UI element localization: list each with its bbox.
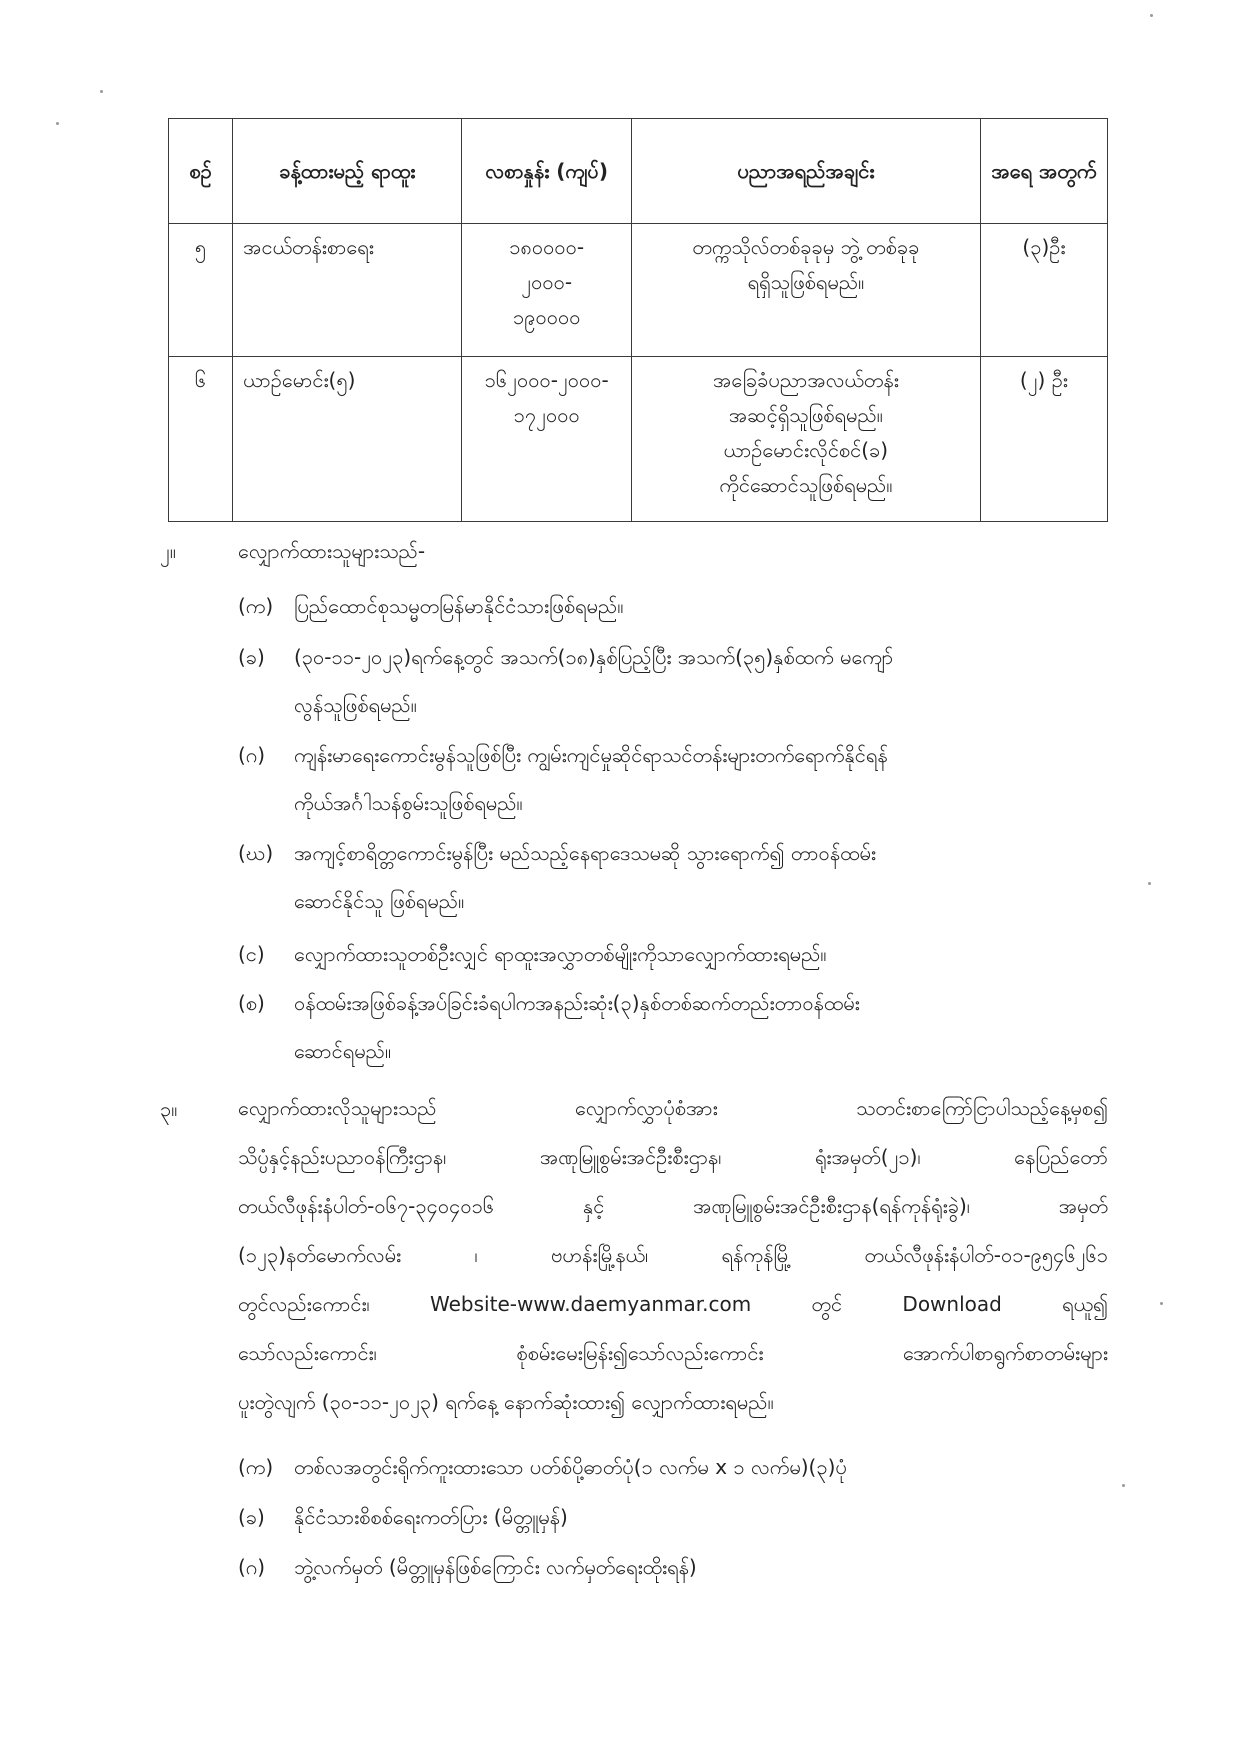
- scan-speck: [1122, 1484, 1125, 1487]
- qualification-line: ယာဉ်မောင်းလိုင်စင်(ခ): [723, 438, 889, 462]
- header-count-line: အရေ: [991, 158, 1033, 183]
- list-item: [238, 738, 888, 773]
- item-label: (ခ): [238, 645, 265, 669]
- salary-line: ၁၆၂၀၀၀-၂၀၀၀-: [484, 368, 609, 392]
- cell-count: (၂) ဦး: [980, 357, 1107, 522]
- list-item: [238, 1500, 568, 1535]
- qualification-line: ရရှိသူဖြစ်ရမည်။: [747, 270, 865, 294]
- item-text-continued: ဆောင်နိုင်သူ ဖြစ်ရမည်။: [294, 889, 465, 913]
- header-salary-line: လစာနှုန်း: [485, 158, 550, 183]
- scan-speck: [1150, 14, 1153, 17]
- item-label: (စ): [238, 991, 265, 1015]
- paragraph-line: တွင်လည်းကောင်း၊ Website-www.daemyanmar.com တွင် Download ရယူ၍: [238, 1292, 1108, 1316]
- item-text: လျှောက်ထားသူတစ်ဦးလျှင် ရာထူးအလွှာတစ်မျိုးကိုသာလျှောက်ထားရမည်။: [294, 942, 827, 966]
- item-text: အကျင့်စာရိတ္တကောင်းမွန်ပြီး မည်သည့်နေရာဒေသမဆို သွားရောက်၍ တာဝန်ထမ်း: [294, 841, 876, 865]
- header-count: [980, 119, 1107, 224]
- list-item: [238, 836, 876, 871]
- item-text: (၃၀-၁၁-၂၀၂၃)ရက်နေ့တွင် အသက်(၁၈)နှစ်ပြည့်ပြီး အသက်(၃၅)နှစ်ထက် မကျော်: [294, 645, 894, 669]
- table-header-row: [169, 119, 1108, 224]
- list-item: [238, 986, 860, 1021]
- paragraph-line: လျှောက်ထားလိုသူများသည် လျှောက်လွှာပုံစံအား သတင်းစာကြော်ငြာပါသည့်နေ့မှစ၍: [238, 1096, 1108, 1120]
- salary-line: ၂၀၀၀-: [521, 270, 573, 294]
- qualification-line: အခြေခံပညာအလယ်တန်း: [712, 368, 899, 392]
- item-text-continued: ကိုယ်အင်္ဂါသန်စွမ်းသူဖြစ်ရမည်။: [294, 791, 523, 815]
- qualification-line: တက္ကသိုလ်တစ်ခုခုမှ ဘွဲ့ တစ်ခုခု: [692, 235, 920, 259]
- scan-speck: [100, 90, 103, 93]
- item-text: နိုင်ငံသားစိစစ်ရေးကတ်ပြား (မိတ္တူမှန်): [294, 1505, 568, 1529]
- salary-line: ၁၈၀၀၀၀-: [509, 235, 585, 259]
- qualification-line: အဆင့်ရှိသူဖြစ်ရမည်။: [728, 403, 883, 427]
- item-label: (က): [238, 1455, 274, 1479]
- section-intro: လျှောက်ထားသူများသည်-: [238, 539, 426, 563]
- header-count-line: အတွက်: [1039, 158, 1097, 183]
- item-text-continued: ဆောင်ရမည်။: [294, 1039, 392, 1063]
- item-label: (ဂ): [238, 1555, 266, 1579]
- paragraph-line: သိပ္ပံနှင့်နည်းပညာဝန်ကြီးဌာန၊ အဏုမြူစွမ်းအင်ဦးစီးဌာန၊ ရုံးအမှတ်(၂၁)၊ နေပြည်တော်: [238, 1145, 1108, 1169]
- item-text: ပြည်ထောင်စုသမ္မတမြန်မာနိုင်ငံသားဖြစ်ရမည်။: [294, 594, 624, 618]
- paragraph-line: တယ်လီဖုန်းနံပါတ်-၀၆၇-၃၄၀၄၀၁၆ နှင့် အဏုမြူစွမ်းအင်ဦးစီးဌာန(ရန်ကုန်ရုံးခွဲ)၊ အမှတ်: [238, 1194, 1108, 1218]
- item-text: ကျန်းမာရေးကောင်းမွန်သူဖြစ်ပြီး ကျွမ်းကျင်မှုဆိုင်ရာသင်တန်းများတက်ရောက်နိုင်ရန်: [294, 743, 888, 767]
- table-row: [169, 357, 1108, 522]
- section-paragraph: [238, 1084, 1108, 1427]
- salary-line: ၁၉၀၀၀၀: [512, 305, 581, 329]
- header-salary-line: (ကျပ်): [556, 158, 609, 183]
- list-item: [238, 589, 623, 624]
- item-text: ဝန်ထမ်းအဖြစ်ခန့်အပ်ခြင်းခံရပါကအနည်းဆုံး(၃)နှစ်တစ်ဆက်တည်းတာဝန်ထမ်း: [294, 991, 860, 1015]
- cell-qualification: [631, 357, 980, 522]
- list-item: [238, 1450, 847, 1485]
- header-salary: [462, 119, 632, 224]
- paragraph-line: ပူးတွဲလျက် (၃၀-၁၁-၂၀၂၃) ရက်နေ့ နောက်ဆုံးထား၍ လျှောက်ထားရမည်။: [238, 1390, 774, 1414]
- header-qualification: ပညာအရည်အချင်း: [631, 119, 980, 224]
- cell-no: ၆: [169, 357, 233, 522]
- paragraph-line: (၁၂၃)နတ်မောက်လမ်း ၊ ဗဟန်းမြို့နယ်၊ ရန်ကုန်မြို့ တယ်လီဖုန်းနံပါတ်-၀၁-၉၅၄၆၂၆၁: [238, 1243, 1108, 1267]
- list-item: [238, 937, 827, 972]
- cell-position: ယာဉ်မောင်း(၅): [233, 357, 462, 522]
- paragraph-line: သော်လည်းကောင်း၊ စုံစမ်းမေးမြန်း၍သော်လည်းကောင်း အောက်ပါစာရွက်စာတမ်းများ: [238, 1341, 1108, 1365]
- job-vacancy-table: [168, 118, 1108, 522]
- list-item: [238, 1550, 697, 1585]
- qualification-line: ကိုင်ဆောင်သူဖြစ်ရမည်။: [719, 473, 893, 497]
- cell-position: အငယ်တန်းစာရေး: [233, 224, 462, 357]
- scan-speck: [1148, 882, 1151, 885]
- scan-speck: [56, 122, 59, 125]
- item-label: (င): [238, 942, 265, 966]
- item-text: တစ်လအတွင်းရိုက်ကူးထားသော ပတ်စ်ပို့ဓာတ်ပုံ(၁ လက်မ x ၁ လက်မ)(၃)ပုံ: [294, 1455, 847, 1479]
- table-row: [169, 224, 1108, 357]
- item-label: (ဂ): [238, 743, 266, 767]
- item-text: ဘွဲ့လက်မှတ် (မိတ္တူမှန်ဖြစ်ကြောင်း လက်မှတ်ရေးထိုးရန်): [294, 1555, 697, 1579]
- section-number: ၂။: [160, 539, 176, 563]
- header-position: ခန့်ထားမည့် ရာထူး: [233, 119, 462, 224]
- item-label: (ခ): [238, 1505, 265, 1529]
- cell-qualification: [631, 224, 980, 357]
- item-text-continued: လွန်သူဖြစ်ရမည်။: [294, 693, 417, 717]
- item-label: (က): [238, 594, 274, 618]
- cell-no: ၅: [169, 224, 233, 357]
- item-label: (ဃ): [238, 841, 274, 865]
- cell-salary: [462, 357, 632, 522]
- section-number: ၃။: [160, 1097, 178, 1121]
- cell-salary: [462, 224, 632, 357]
- list-item: [238, 640, 893, 675]
- header-no: စဉ်: [169, 119, 233, 224]
- salary-line: ၁၇၂၀၀၀: [513, 403, 580, 427]
- scan-speck: [1160, 1302, 1163, 1305]
- cell-count: (၃)ဦး: [980, 224, 1107, 357]
